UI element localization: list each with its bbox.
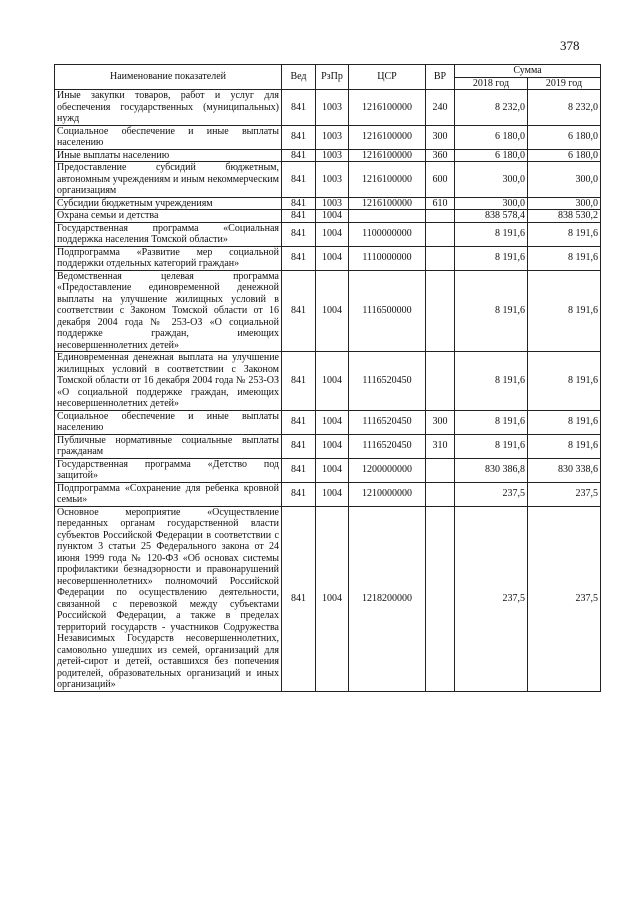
row-2018: 8 191,6 — [455, 434, 528, 458]
row-2019: 300,0 — [528, 197, 601, 210]
row-vr — [426, 458, 455, 482]
row-ved: 841 — [282, 222, 316, 246]
row-name: Государственная программа «Социальная поддержка населения Томской области» — [55, 222, 282, 246]
row-2018: 8 191,6 — [455, 270, 528, 352]
row-name: Предоставление субсидий бюджетным, автономным учреждениям и иным некоммерческим организациям — [55, 162, 282, 198]
row-ved: 841 — [282, 197, 316, 210]
row-rzpr: 1004 — [316, 270, 349, 352]
header-row — [55, 65, 601, 78]
row-ved: 841 — [282, 482, 316, 506]
table-row — [55, 90, 601, 126]
row-2018: 8 191,6 — [455, 246, 528, 270]
row-2019: 8 191,6 — [528, 246, 601, 270]
row-2018: 6 180,0 — [455, 125, 528, 149]
row-csr: 1200000000 — [349, 458, 426, 482]
header-csr: ЦСР — [349, 65, 426, 90]
row-csr: 1116500000 — [349, 270, 426, 352]
row-2018: 237,5 — [455, 506, 528, 691]
row-vr — [426, 352, 455, 411]
row-2019: 8 191,6 — [528, 434, 601, 458]
row-name: Основное мероприятие «Осуществление переданных органам государственной власти субъектов Российской Федерации в соответствии с пунктом 3 статьи 25 Федерального закона от 24 июня 1999 года № 120-ФЗ «Об основах системы профилактики безнадзорности и правонарушений несовершеннолетних» полномочий Российской Федерации по осуществлению деятельности, связанной с перевозкой между субъектами Российской Федерации, а также в пределах территорий государств - участников Содружества Независимых Государств несовершеннолетних, самовольно ушедших из семей, организаций для детей-сирот и детей, оставшихся без попечения родителей, образовательных организаций и иных организаций» — [55, 506, 282, 691]
table-row — [55, 210, 601, 223]
row-2018: 8 191,6 — [455, 222, 528, 246]
row-2019: 237,5 — [528, 506, 601, 691]
row-2019: 6 180,0 — [528, 125, 601, 149]
row-rzpr: 1004 — [316, 458, 349, 482]
header-2018: 2018 год — [455, 77, 528, 90]
table-row — [55, 222, 601, 246]
row-csr: 1210000000 — [349, 482, 426, 506]
row-2018: 300,0 — [455, 197, 528, 210]
row-name: Социальное обеспечение и иные выплаты населению — [55, 410, 282, 434]
page-number: 378 — [560, 38, 580, 53]
header-sum: Сумма — [455, 65, 601, 78]
row-2019: 8 191,6 — [528, 352, 601, 411]
header-name: Наименование показателей — [55, 65, 282, 90]
row-rzpr: 1004 — [316, 246, 349, 270]
row-name: Иные закупки товаров, работ и услуг для обеспечения государственных (муниципальных) нужд — [55, 90, 282, 126]
row-rzpr: 1004 — [316, 482, 349, 506]
row-rzpr: 1003 — [316, 197, 349, 210]
row-name: Подпрограмма «Развитие мер социальной поддержки отдельных категорий граждан» — [55, 246, 282, 270]
header-ved: Вед — [282, 65, 316, 90]
row-name: Субсидии бюджетным учреждениям — [55, 197, 282, 210]
table-row — [55, 482, 601, 506]
row-rzpr: 1004 — [316, 352, 349, 411]
row-vr — [426, 222, 455, 246]
row-csr: 1116520450 — [349, 352, 426, 411]
row-2019: 830 338,6 — [528, 458, 601, 482]
row-csr: 1100000000 — [349, 222, 426, 246]
row-name: Публичные нормативные социальные выплаты гражданам — [55, 434, 282, 458]
row-rzpr: 1004 — [316, 210, 349, 223]
row-ved: 841 — [282, 410, 316, 434]
row-csr: 1216100000 — [349, 197, 426, 210]
row-ved: 841 — [282, 149, 316, 162]
row-vr: 600 — [426, 162, 455, 198]
row-csr: 1216100000 — [349, 90, 426, 126]
row-vr — [426, 270, 455, 352]
row-rzpr: 1004 — [316, 434, 349, 458]
row-vr — [426, 210, 455, 223]
header-2019: 2019 год — [528, 77, 601, 90]
table-row — [55, 162, 601, 198]
row-ved: 841 — [282, 506, 316, 691]
row-rzpr: 1004 — [316, 410, 349, 434]
row-vr: 310 — [426, 434, 455, 458]
row-name: Социальное обеспечение и иные выплаты населению — [55, 125, 282, 149]
row-csr: 1116520450 — [349, 410, 426, 434]
row-name: Ведомственная целевая программа «Предоставление единовременной денежной выплаты на улучшение жилищных условий в соответствии с Законом Томской области от 16 декабря 2004 года № 253-ОЗ «О социальной поддержке граждан, имеющих несовершеннолетних детей» — [55, 270, 282, 352]
table-row — [55, 270, 601, 352]
row-rzpr: 1003 — [316, 162, 349, 198]
budget-table — [54, 64, 601, 692]
row-rzpr: 1003 — [316, 125, 349, 149]
row-vr — [426, 506, 455, 691]
row-ved: 841 — [282, 90, 316, 126]
row-csr — [349, 210, 426, 223]
row-2019: 237,5 — [528, 482, 601, 506]
header-vr: ВР — [426, 65, 455, 90]
row-csr: 1216100000 — [349, 125, 426, 149]
table-row — [55, 149, 601, 162]
row-2019: 6 180,0 — [528, 149, 601, 162]
row-ved: 841 — [282, 125, 316, 149]
row-rzpr: 1004 — [316, 506, 349, 691]
row-csr: 1116520450 — [349, 434, 426, 458]
row-2019: 8 232,0 — [528, 90, 601, 126]
row-ved: 841 — [282, 434, 316, 458]
row-2018: 300,0 — [455, 162, 528, 198]
row-vr: 360 — [426, 149, 455, 162]
table-row — [55, 197, 601, 210]
row-2018: 237,5 — [455, 482, 528, 506]
row-vr: 300 — [426, 125, 455, 149]
row-ved: 841 — [282, 246, 316, 270]
row-vr: 240 — [426, 90, 455, 126]
table-row — [55, 410, 601, 434]
row-name: Охрана семьи и детства — [55, 210, 282, 223]
row-csr: 1216100000 — [349, 149, 426, 162]
row-rzpr: 1003 — [316, 90, 349, 126]
row-2019: 8 191,6 — [528, 410, 601, 434]
row-name: Единовременная денежная выплата на улучшение жилищных условий в соответствии с Законом Томской области от 16 декабря 2004 года № 253-ОЗ «О социальной поддержке граждан, имеющих несовершеннолетних детей» — [55, 352, 282, 411]
header-rzpr: РзПр — [316, 65, 349, 90]
row-csr: 1218200000 — [349, 506, 426, 691]
row-csr: 1216100000 — [349, 162, 426, 198]
row-vr: 300 — [426, 410, 455, 434]
row-2018: 838 578,4 — [455, 210, 528, 223]
table-row — [55, 458, 601, 482]
row-name: Иные выплаты населению — [55, 149, 282, 162]
row-ved: 841 — [282, 270, 316, 352]
row-vr: 610 — [426, 197, 455, 210]
row-2018: 8 232,0 — [455, 90, 528, 126]
row-ved: 841 — [282, 352, 316, 411]
row-ved: 841 — [282, 458, 316, 482]
table-row — [55, 352, 601, 411]
row-2019: 300,0 — [528, 162, 601, 198]
row-2019: 8 191,6 — [528, 222, 601, 246]
row-2018: 830 386,8 — [455, 458, 528, 482]
row-vr — [426, 246, 455, 270]
row-name: Государственная программа «Детство под защитой» — [55, 458, 282, 482]
row-csr: 1110000000 — [349, 246, 426, 270]
row-2018: 8 191,6 — [455, 352, 528, 411]
table-row — [55, 434, 601, 458]
row-rzpr: 1003 — [316, 149, 349, 162]
table-row — [55, 125, 601, 149]
row-2018: 6 180,0 — [455, 149, 528, 162]
row-2019: 8 191,6 — [528, 270, 601, 352]
row-name: Подпрограмма «Сохранение для ребенка кровной семьи» — [55, 482, 282, 506]
row-2019: 838 530,2 — [528, 210, 601, 223]
row-rzpr: 1004 — [316, 222, 349, 246]
row-vr — [426, 482, 455, 506]
row-2018: 8 191,6 — [455, 410, 528, 434]
row-ved: 841 — [282, 162, 316, 198]
row-ved: 841 — [282, 210, 316, 223]
table-row — [55, 246, 601, 270]
table-row — [55, 506, 601, 691]
